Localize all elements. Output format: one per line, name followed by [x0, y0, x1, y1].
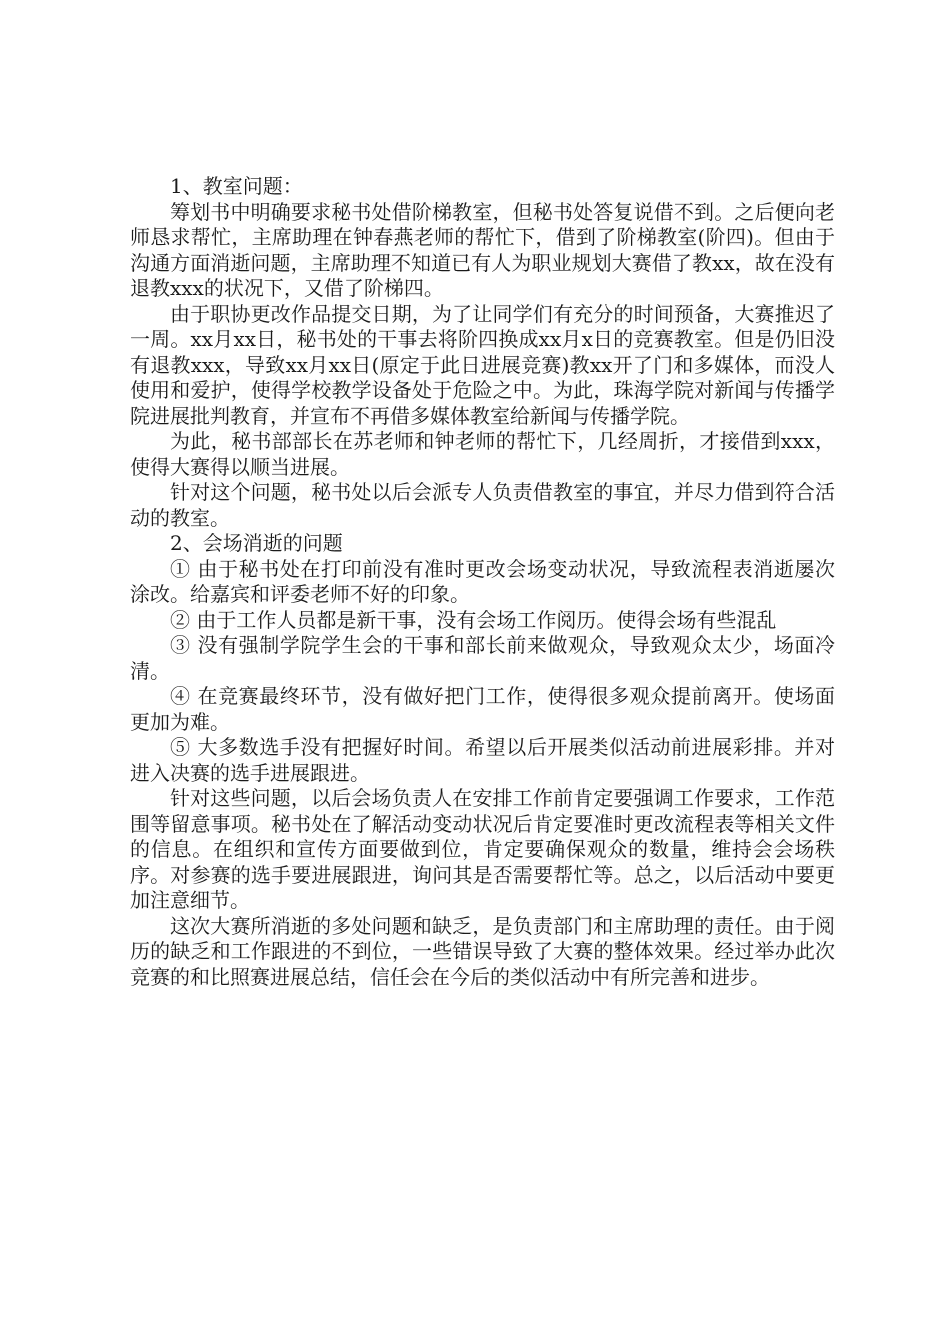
list-item: ③ 没有强制学院学生会的干事和部长前来做观众，导致观众太少，场面冷清。 [130, 633, 835, 683]
paragraph: 筹划书中明确要求秘书处借阶梯教室，但秘书处答复说借不到。之后便向老师恳求帮忙，主席助理在钟春燕老师的帮忙下，借到了阶梯教室(阶四)。但由于沟通方面消逝问题，主席助理不知道已有人为职业规划大赛借了教xx，故在没有退教xxx的状况下，又借了阶梯四。 [130, 199, 835, 300]
paragraph: 这次大赛所消逝的多处问题和缺乏，是负责部门和主席助理的责任。由于阅历的缺乏和工作跟进的不到位，一些错误导致了大赛的整体效果。经过举办此次竞赛的和比照赛进展总结，信任会在今后的类似活动中有所完善和进步。 [130, 913, 835, 989]
document-body [130, 174, 835, 990]
section-heading-venue: 2、会场消逝的问题 [170, 531, 343, 555]
section-heading-classroom: 1、教室问题： [170, 174, 303, 198]
paragraph: 针对这个问题，秘书处以后会派专人负责借教室的事宜，并尽力借到符合活动的教室。 [130, 480, 835, 530]
paragraph: 针对这些问题，以后会场负责人在安排工作前肯定要强调工作要求，工作范围等留意事项。秘书处在了解活动变动状况后肯定要准时更改流程表等相关文件的信息。在组织和宣传方面要做到位，肯定要确保观众的数量，维持会会场秩序。对参赛的选手要进展跟进，询问其是否需要帮忙等。总之，以后活动中要更加注意细节。 [130, 786, 835, 912]
list-item: ④ 在竞赛最终环节，没有做好把门工作，使得很多观众提前离开。使场面更加为难。 [130, 684, 835, 734]
paragraph: 为此，秘书部部长在苏老师和钟老师的帮忙下，几经周折，才接借到xxx，使得大赛得以顺当进展。 [130, 429, 835, 479]
list-item: ② 由于工作人员都是新干事，没有会场工作阅历。使得会场有些混乱 [170, 607, 777, 632]
list-item: ① 由于秘书处在打印前没有准时更改会场变动状况，导致流程表消逝屡次涂改。给嘉宾和评委老师不好的印象。 [130, 556, 835, 606]
list-item: ⑤ 大多数选手没有把握好时间。希望以后开展类似活动前进展彩排。并对进入决赛的选手进展跟进。 [130, 735, 835, 785]
paragraph: 由于职协更改作品提交日期，为了让同学们有充分的时间预备，大赛推迟了一周。xx月xx日，秘书处的干事去将阶四换成xx月x日的竞赛教室。但是仍旧没有退教xxx，导致xx月xx日(原定于此日进展竞赛)教xx开了门和多媒体，而没人使用和爱护，使得学校教学设备处于危险之中。为此，珠海学院对新闻与传播学院进展批判教育，并宣布不再借多媒体教室给新闻与传播学院。 [130, 301, 835, 428]
